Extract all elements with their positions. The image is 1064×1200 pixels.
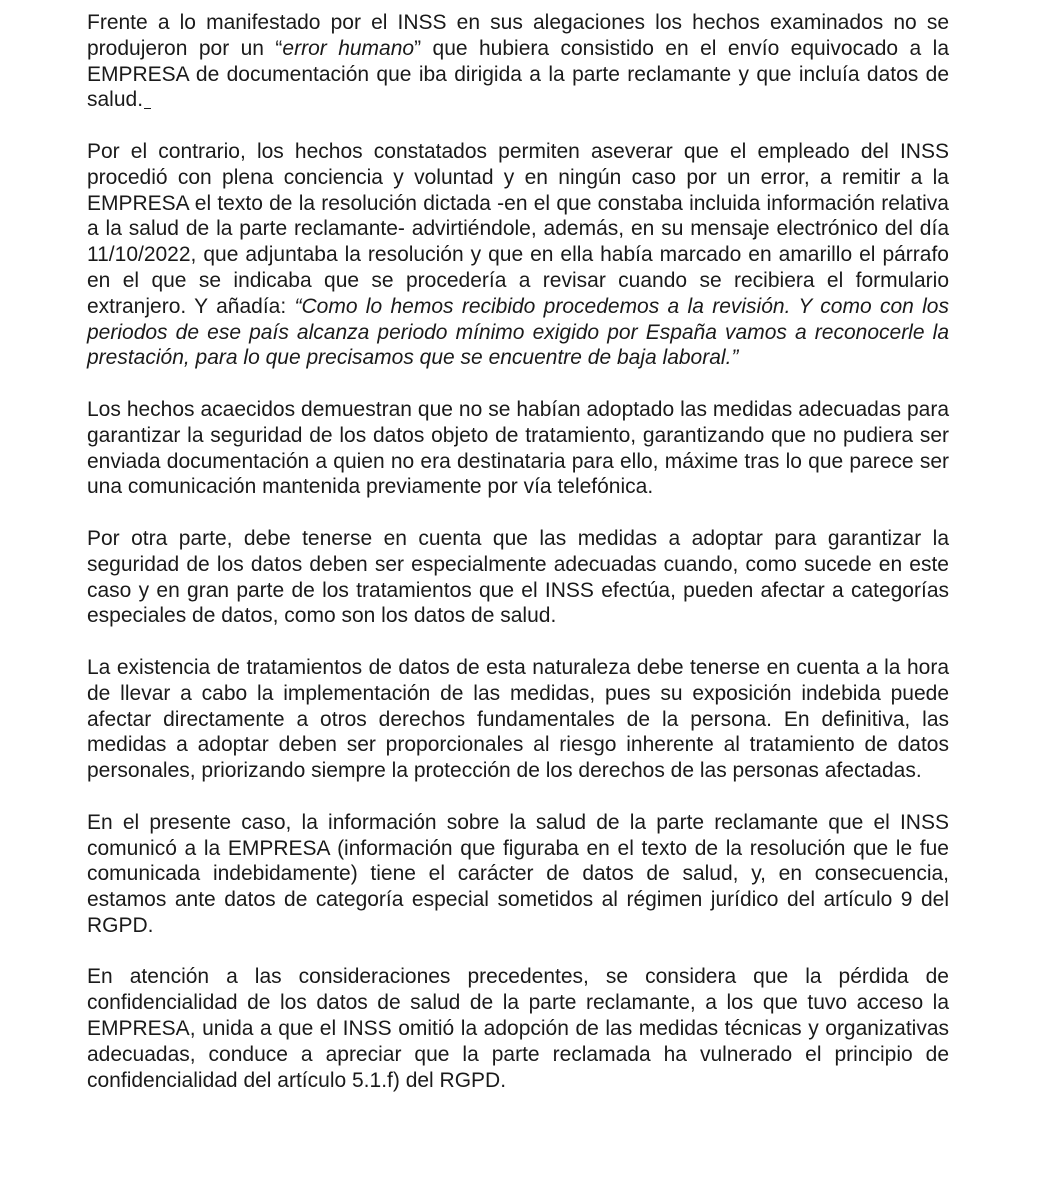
document-page [87, 10, 949, 1093]
underscore-mark [144, 108, 151, 109]
paragraph-2-quote: “Como lo hemos recibido procedemos a la revisión. Y como con los periodos de ese país alcanza periodo mínimo exigido por España vamos a reconocerle la prestación, para lo que precisamos que se encuentre de baja laboral.” [87, 294, 949, 370]
paragraph-5: La existencia de tratamientos de datos de esta naturaleza debe tenerse en cuenta a la hora de llevar a cabo la implementación de las medidas, pues su exposición indebida puede afectar directamente a otros derechos fundamentales de la persona. En definitiva, las medidas a adoptar deben ser proporcionales al riesgo inherente al tratamiento de datos personales, priorizando siempre la protección de los derechos de las personas afectadas. [87, 655, 949, 783]
paragraph-1-text-a: Frente a lo manifestado por el INSS en sus alegaciones los hechos examinados no se produjeron por un “ [87, 11, 949, 60]
paragraph-1 [87, 10, 949, 113]
paragraph-7: En atención a las consideraciones precedentes, se considera que la pérdida de confidencialidad de los datos de salud de la parte reclamante, a los que tuvo acceso la EMPRESA, unida a que el INSS omitió la adopción de las medidas técnicas y organizativas adecuadas, conduce a apreciar que la parte reclamada ha vulnerado el principio de confidencialidad del artículo 5.1.f) del RGPD. [87, 965, 949, 1092]
paragraph-3: Los hechos acaecidos demuestran que no se habían adoptado las medidas adecuadas para garantizar la seguridad de los datos objeto de tratamiento, garantizando que no pudiera ser enviada documentación a quien no era destinataria para ello, máxime tras lo que parece ser una comunicación mantenida previamente por vía telefónica. [87, 397, 949, 499]
paragraph-6: En el presente caso, la información sobre la salud de la parte reclamante que el INSS comunicó a la EMPRESA (información que figuraba en el texto de la resolución que le fue comunicada indebidamente) tiene el carácter de datos de salud, y, en consecuencia, estamos ante datos de categoría especial sometidos al régimen jurídico del artículo 9 del RGPD. [87, 810, 949, 937]
paragraph-4: Por otra parte, debe tenerse en cuenta que las medidas a adoptar para garantizar la seguridad de los datos deben ser especialmente adecuadas cuando, como sucede en este caso y en gran parte de los tratamientos que el INSS efectúa, pueden afectar a categorías especiales de datos, como son los datos de salud. [87, 526, 949, 628]
paragraph-1-text-c: ” que hubiera consistido en el envío equivocado a la EMPRESA de documentación que iba dirigida a la parte reclamante y que incluía datos de salud. [87, 36, 949, 112]
paragraph-2-text: Por el contrario, los hechos constatados permiten aseverar que el empleado del INSS procedió con plena conciencia y voluntad y en ningún caso por un error, a remitir a la EMPRESA el texto de la resolución dictada -en el que constaba incluida información relativa a la salud de la parte reclamante- advirtiéndole, además, en su mensaje electrónico del día 11/10/2022, que adjuntaba la resolución y que en ella había marcado en amarillo el párrafo en el que se indicaba que se procedería a revisar cuando se recibiera el formulario extranjero. Y añadía: [87, 139, 949, 318]
paragraph-2 [87, 139, 949, 371]
paragraph-1-italic: error humano [282, 36, 415, 60]
